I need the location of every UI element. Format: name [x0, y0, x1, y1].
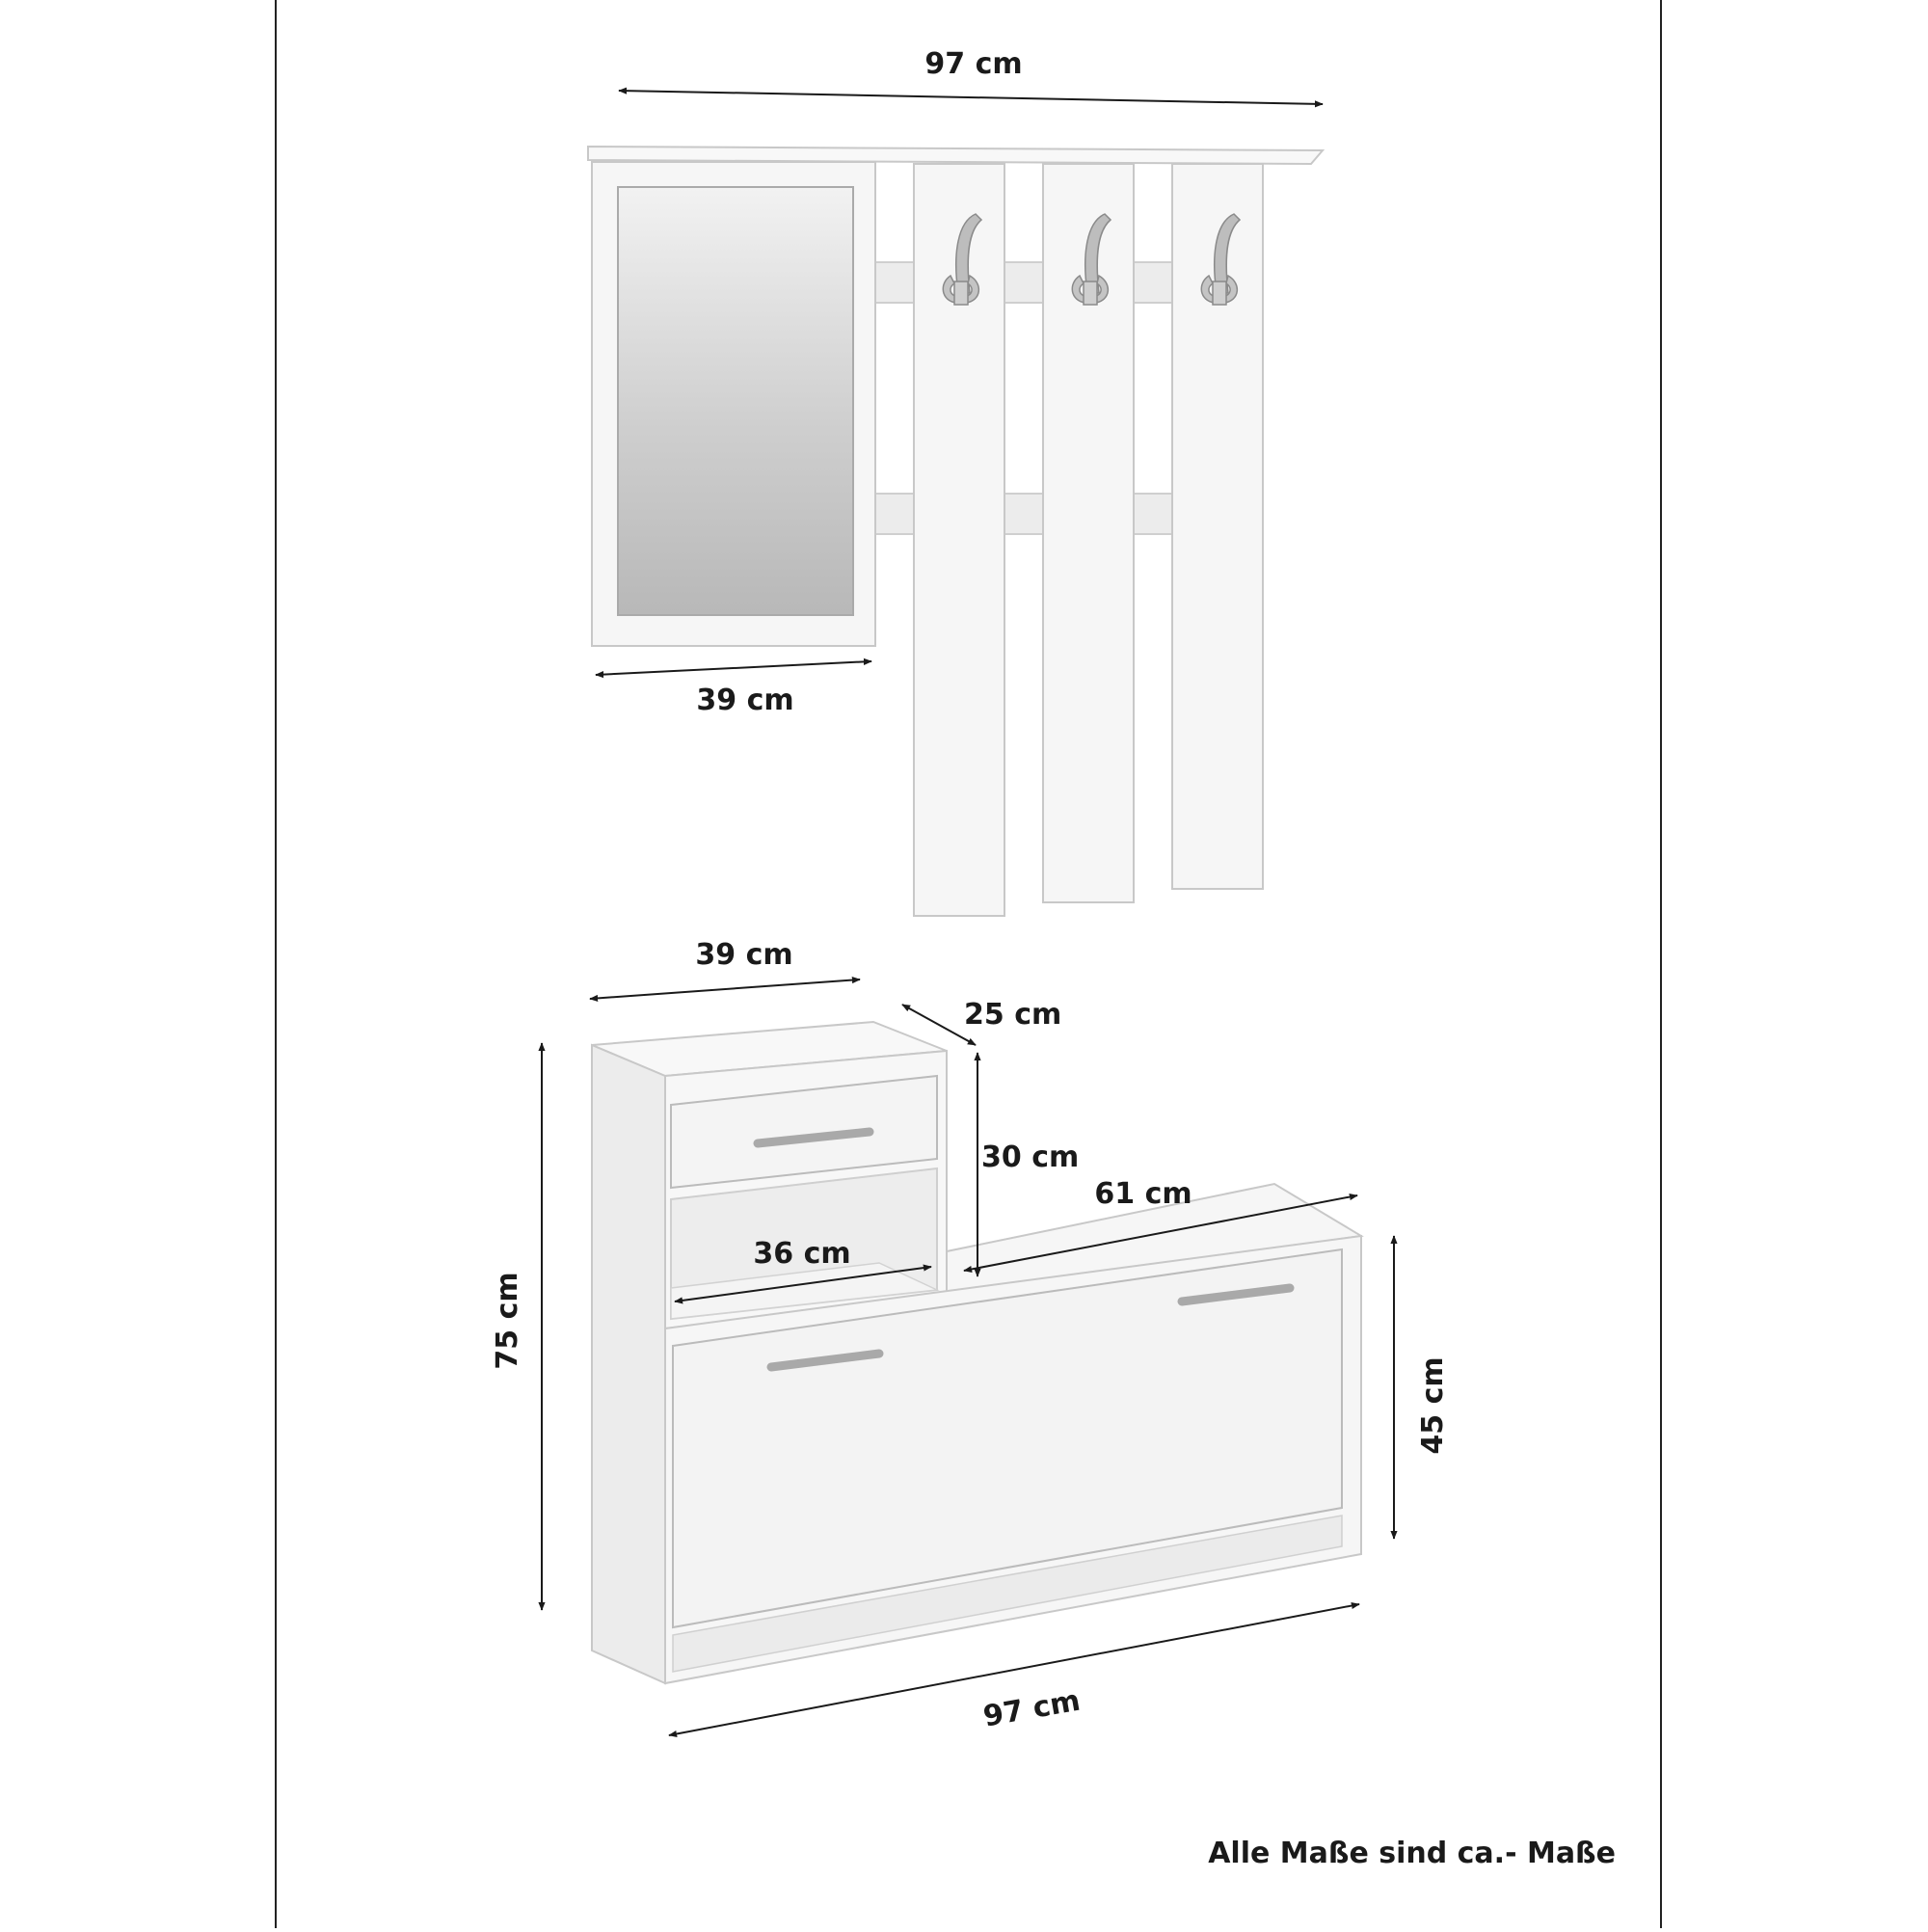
rack-width-label: 97 cm: [924, 47, 1023, 81]
bench-height-label: 45 cm: [1416, 1356, 1450, 1455]
bottom-width-label: 97 cm: [980, 1683, 1084, 1734]
tower-width-dimension-line: [590, 979, 860, 999]
mirror-width-dimension-line: [596, 661, 871, 675]
coat-rack: [588, 147, 1323, 916]
mirror-glass: [618, 187, 853, 615]
tower-width-label: 39 cm: [695, 938, 793, 972]
depth-label: 25 cm: [964, 998, 1062, 1032]
footnote: Alle Maße sind ca.- Maße: [1208, 1837, 1616, 1870]
rack-width-dimension-line: [619, 91, 1323, 104]
total-height-label: 75 cm: [491, 1272, 524, 1370]
upper-height-label: 30 cm: [981, 1140, 1080, 1174]
bench-width-label: 61 cm: [1094, 1177, 1192, 1211]
tower-side: [592, 1045, 665, 1683]
niche-width-label: 36 cm: [753, 1237, 851, 1271]
mirror-width-label: 39 cm: [696, 684, 794, 717]
